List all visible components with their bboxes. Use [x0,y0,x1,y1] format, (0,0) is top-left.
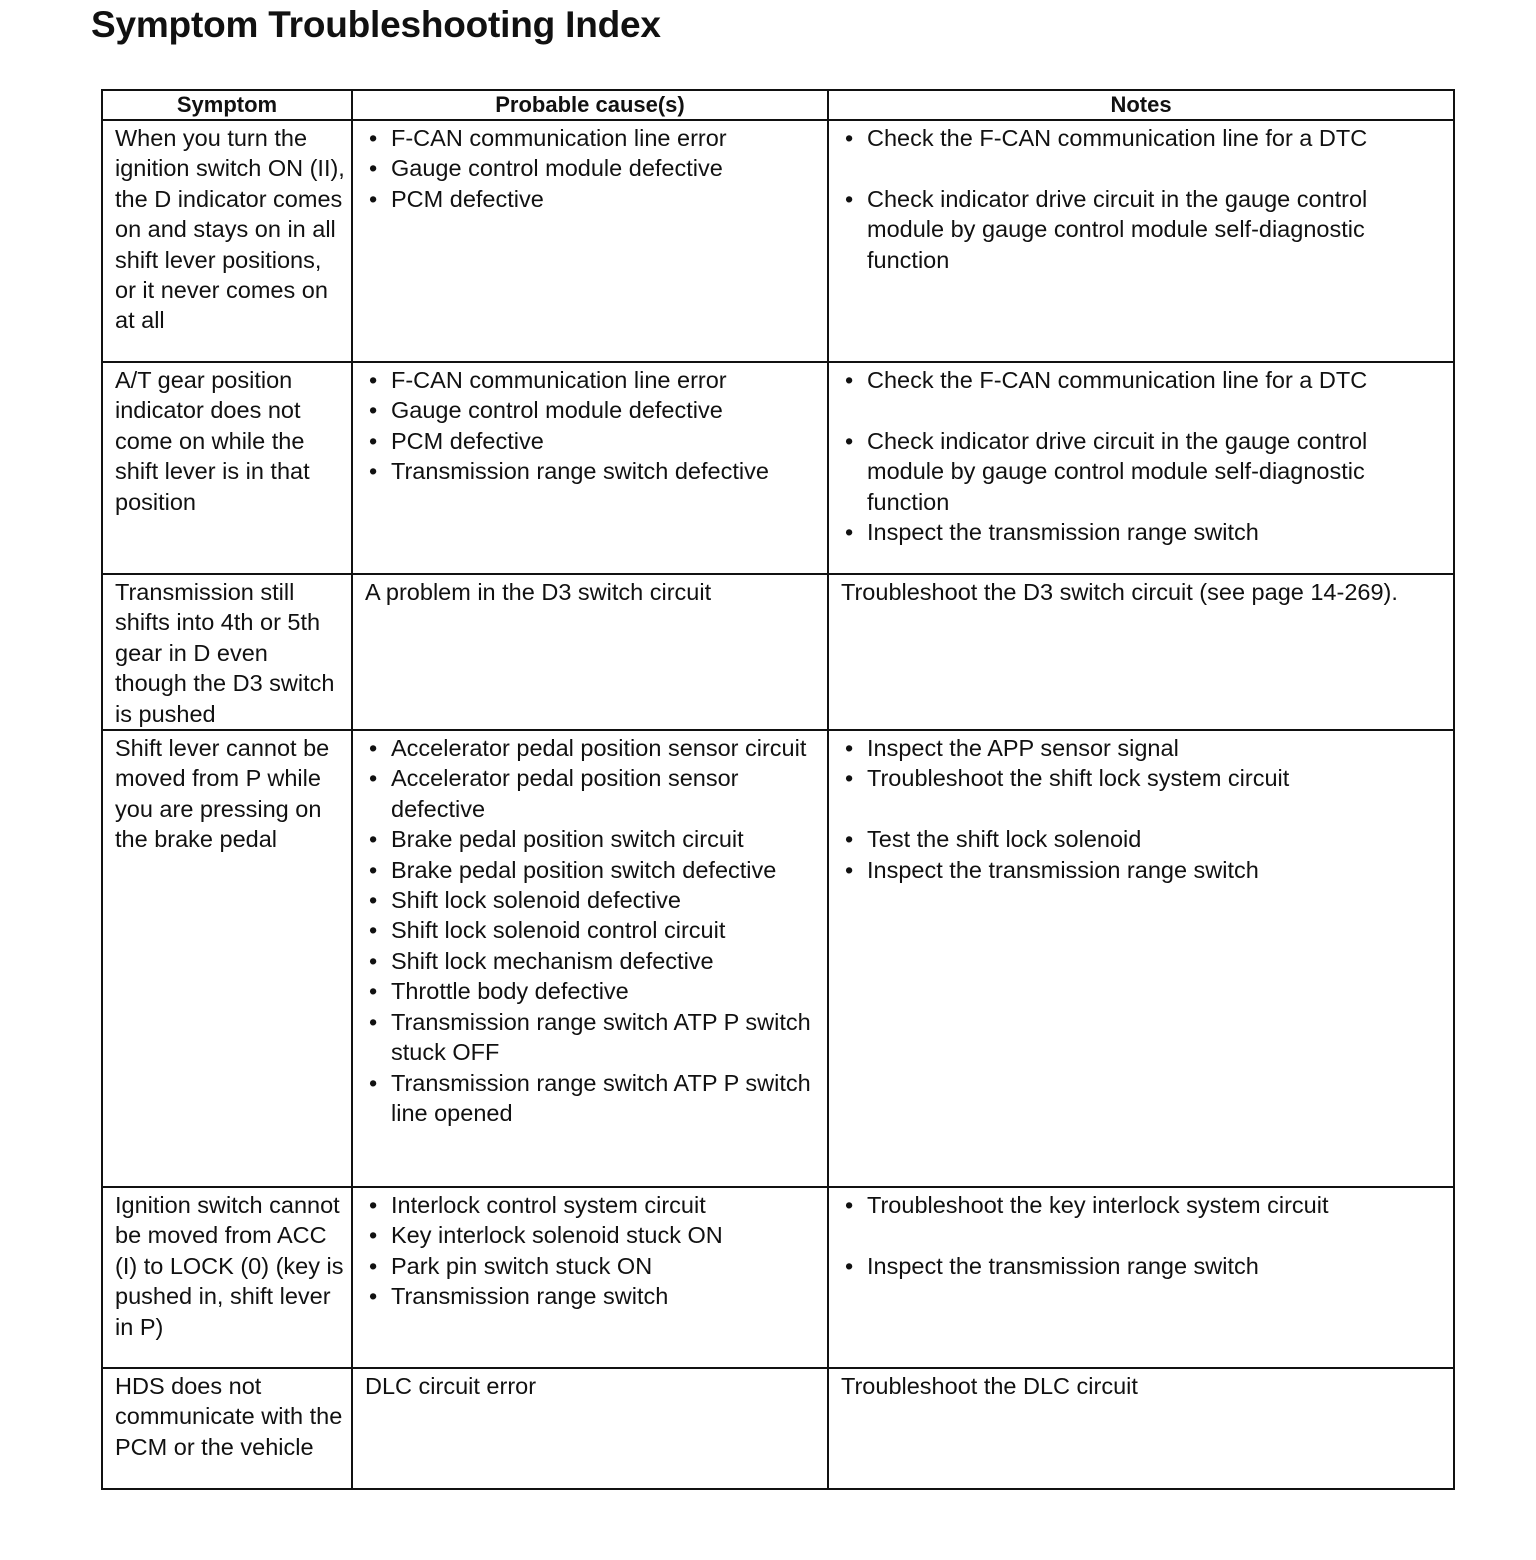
cause-item-text: F-CAN communication line error [391,125,727,151]
header-symptom: Symptom [102,90,352,120]
note-list [841,365,1447,547]
list-item [365,123,821,153]
bullet-icon: • [845,856,854,883]
bullet-icon: • [369,947,378,974]
page-title: Symptom Troubleshooting Index [91,4,661,45]
bullet-icon: • [369,735,378,762]
bullet-icon: • [845,735,854,762]
symptom-cell: Ignition switch cannot be moved from ACC (I) to LOCK (0) (key is pushed in, shift lever in P) [102,1187,352,1368]
note-item-text: Check the F-CAN communication line for a DTC [867,125,1368,151]
cause-item-text: F-CAN communication line error [391,367,727,393]
header-notes: Notes [828,90,1454,120]
symptom-cell: Shift lever cannot be moved from P while you are pressing on the brake pedal [102,730,352,1187]
list-item [365,1068,821,1129]
bullet-icon: • [845,185,854,212]
list-item [365,184,821,214]
list-item [365,426,821,456]
table-row [102,1368,1454,1489]
bullet-icon: • [369,1283,378,1310]
list-item [841,365,1447,395]
list-item [365,1007,821,1068]
cause-item-text: Park pin switch stuck ON [391,1252,653,1279]
note-item-text: Inspect the transmission range switch [867,1252,1259,1279]
bullet-icon: • [845,125,854,151]
note-cell [828,1187,1454,1368]
list-gap [841,794,1447,824]
table-row [102,362,1454,574]
table-row [102,574,1454,730]
list-item [365,976,821,1006]
bullet-icon: • [369,367,378,393]
cause-item-text: Interlock control system circuit [391,1192,706,1219]
bullet-icon: • [369,458,378,485]
note-cell [828,574,1454,730]
note-item-text: Inspect the transmission range switch [867,519,1259,546]
cause-item-text: Accelerator pedal position sensor circuit [391,735,807,762]
bullet-icon: • [369,397,378,424]
list-item [841,1251,1447,1281]
bullet-icon: • [845,367,854,393]
cause-text: A problem in the D3 switch circuit [365,579,712,605]
note-item-text: Troubleshoot the key interlock system circuit [867,1192,1329,1219]
note-text: Troubleshoot the DLC circuit [841,1373,1138,1400]
list-item [841,763,1447,793]
cause-list [365,733,821,1128]
list-item [841,855,1447,885]
note-cell [828,120,1454,362]
cause-item-text: Gauge control module defective [391,155,723,182]
note-item-text: Troubleshoot the shift lock system circuit [867,765,1290,792]
cause-item-text: PCM defective [391,185,544,212]
cause-item-text: Accelerator pedal position sensor defective [391,765,739,822]
bullet-icon: • [369,978,378,1005]
header-probable-causes: Probable cause(s) [352,90,828,120]
bullet-icon: • [369,185,378,212]
list-item [365,763,821,824]
symptom-cell: HDS does not communicate with the PCM or the vehicle [102,1368,352,1489]
cause-cell [352,574,828,730]
bullet-icon: • [845,427,854,454]
cause-cell [352,1187,828,1368]
cause-item-text: Transmission range switch ATP P switch stuck OFF [391,1008,811,1066]
list-item [841,733,1447,763]
bullet-icon: • [369,1252,378,1279]
list-item [365,365,821,395]
note-item-text: Inspect the transmission range switch [867,856,1259,883]
symptom-cell: A/T gear position indicator does not come on while the shift lever is in that position [102,362,352,574]
list-item [365,153,821,183]
list-item [365,395,821,425]
list-gap [841,395,1447,425]
note-item-text: Check the F-CAN communication line for a DTC [867,367,1368,393]
list-item [365,733,821,763]
cause-item-text: Gauge control module defective [391,397,723,424]
bullet-icon: • [369,856,378,883]
bullet-icon: • [845,519,854,546]
table-row [102,120,1454,362]
note-cell [828,730,1454,1187]
bullet-icon: • [845,765,854,792]
note-item-text: Test the shift lock solenoid [867,826,1142,853]
list-item [365,915,821,945]
note-text: Troubleshoot the D3 switch circuit (see page 14-269). [841,579,1398,605]
bullet-icon: • [369,887,378,914]
note-list [841,1190,1447,1281]
note-item-text: Check indicator drive circuit in the gauge control module by gauge control module self-diagnostic function [867,185,1368,273]
note-item-text: Inspect the APP sensor signal [867,735,1179,762]
bullet-icon: • [845,1252,854,1279]
bullet-icon: • [369,125,378,151]
bullet-icon: • [369,826,378,853]
note-cell [828,362,1454,574]
list-item [365,824,821,854]
bullet-icon: • [845,826,854,853]
symptom-cell: Transmission still shifts into 4th or 5th gear in D even though the D3 switch is pushed [102,574,352,730]
list-item [365,946,821,976]
cause-text: DLC circuit error [365,1373,537,1400]
bullet-icon: • [369,427,378,454]
list-item [365,855,821,885]
list-gap [841,1220,1447,1250]
cause-cell [352,120,828,362]
list-item [841,1190,1447,1220]
list-item [841,517,1447,547]
cause-cell [352,730,828,1187]
bullet-icon: • [369,1222,378,1249]
cause-list [365,365,821,487]
cause-cell [352,362,828,574]
list-item [365,1190,821,1220]
cause-item-text: Key interlock solenoid stuck ON [391,1222,723,1249]
bullet-icon: • [369,1069,378,1096]
list-item [365,456,821,486]
cause-list [365,123,821,214]
bullet-icon: • [369,1008,378,1035]
cause-list [365,1190,821,1312]
list-gap [841,153,1447,183]
symptom-table [101,89,1455,1490]
list-item [841,184,1447,275]
cause-item-text: Transmission range switch defective [391,458,769,485]
cause-item-text: Throttle body defective [391,978,629,1005]
note-list [841,733,1447,885]
bullet-icon: • [369,765,378,792]
list-item [841,123,1447,153]
cause-cell [352,1368,828,1489]
cause-item-text: Shift lock solenoid control circuit [391,917,726,944]
list-item [841,824,1447,854]
bullet-icon: • [369,1192,378,1219]
list-item [365,885,821,915]
table-body [102,120,1454,1489]
cause-item-text: PCM defective [391,427,544,454]
list-item [365,1220,821,1250]
bullet-icon: • [845,1192,854,1219]
note-list [841,123,1447,275]
table-header-row [102,90,1454,120]
cause-item-text: Shift lock solenoid defective [391,887,681,914]
bullet-icon: • [369,917,378,944]
symptom-cell: When you turn the ignition switch ON (II), the D indicator comes on and stays on in all shift lever positions, or it never comes on at all [102,120,352,362]
table-row [102,730,1454,1187]
cause-item-text: Transmission range switch ATP P switch line opened [391,1069,811,1126]
table-row [102,1187,1454,1368]
list-item [365,1281,821,1311]
list-item [841,426,1447,517]
cause-item-text: Transmission range switch [391,1283,669,1310]
note-cell [828,1368,1454,1489]
cause-item-text: Brake pedal position switch circuit [391,826,744,853]
bullet-icon: • [369,155,378,182]
list-item [365,1251,821,1281]
note-item-text: Check indicator drive circuit in the gauge control module by gauge control module self-diagnostic function [867,427,1368,515]
cause-item-text: Brake pedal position switch defective [391,856,777,883]
cause-item-text: Shift lock mechanism defective [391,947,714,974]
